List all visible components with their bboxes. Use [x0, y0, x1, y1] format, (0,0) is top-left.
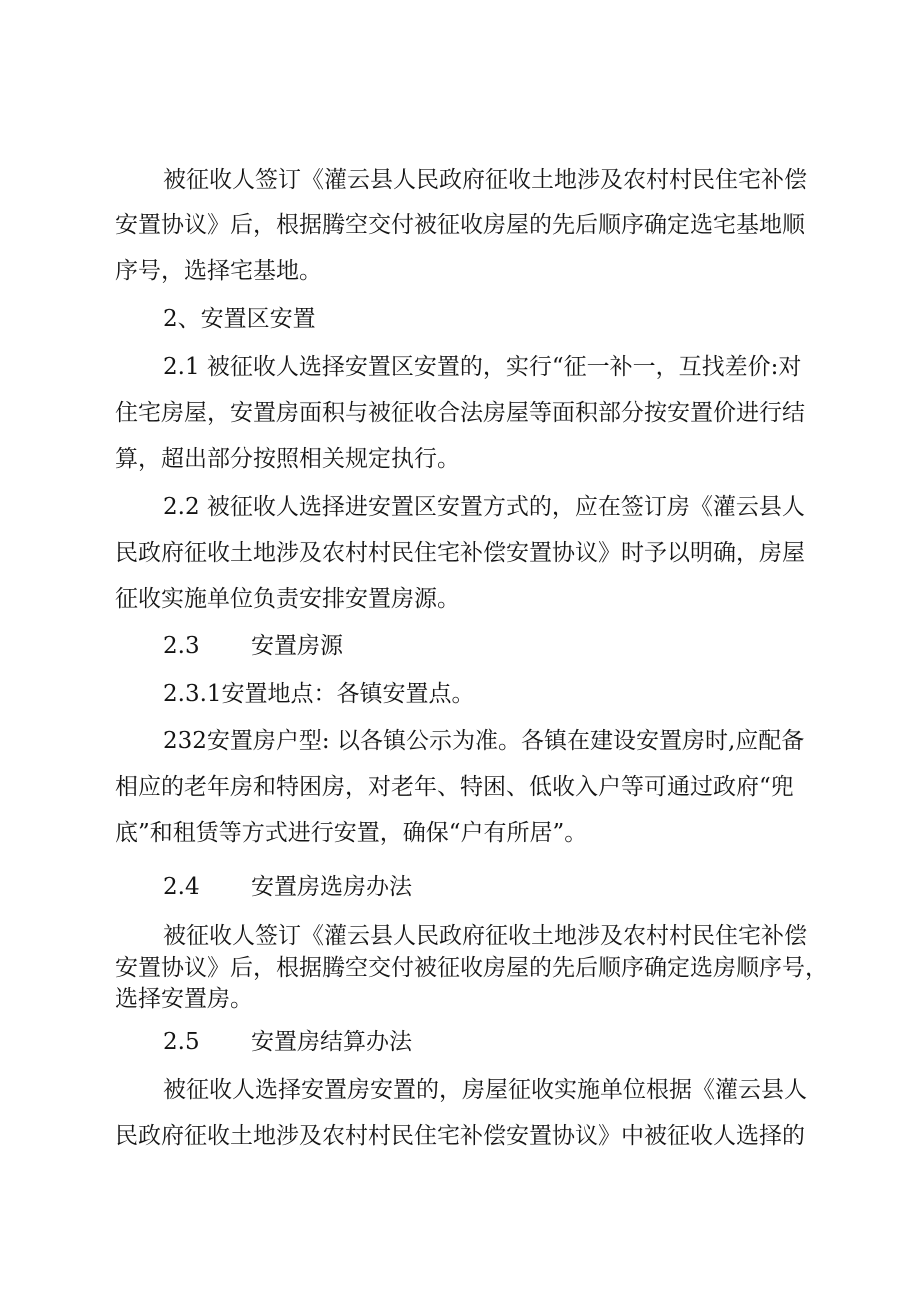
paragraph-line: 被征收人签订《灌云县人民政府征收土地涉及农村村民住宅补偿 [163, 167, 807, 193]
heading-number: 2.3 [163, 633, 200, 659]
paragraph-line: 232安置房户型: 以各镇公示为准。各镇在建设安置房时,应配备 [163, 728, 805, 754]
paragraph-line: 被征收人签订《灌云县人民政府征收土地涉及农村村民住宅补偿 [163, 923, 807, 949]
paragraph-line: 被征收人选择安置房安置的，房屋征收实施单位根据《灌云县人 [163, 1077, 807, 1103]
heading-number: 2.4 [163, 874, 200, 900]
heading-title: 安置房结算办法 [251, 1029, 412, 1055]
paragraph-line: 征收实施单位负责安排安置房源。 [115, 586, 460, 612]
heading-title: 安置房选房办法 [251, 874, 412, 900]
paragraph-line: 安置协议》后，根据腾空交付被征收房屋的先后顺序确定选宅基地顺 [115, 212, 805, 238]
paragraph-line: 住宅房屋，安置房面积与被征收合法房屋等面积部分按安置价进行结 [115, 400, 805, 426]
subsection-heading [163, 1027, 412, 1057]
paragraph-line: 算，超出部分按照相关规定执行。 [115, 446, 460, 472]
heading-number: 2.5 [163, 1029, 200, 1055]
paragraph-line: 2.1 被征收人选择安置区安置的，实行“征一补一，互找差价:对 [163, 354, 802, 380]
paragraph-line: 相应的老年房和特困房，对老年、特困、低收入户等可通过政府“兜 [115, 774, 794, 800]
subsection-heading [163, 872, 412, 902]
paragraph-line: 序号，选择宅基地。 [115, 258, 322, 284]
paragraph-line: 民政府征收土地涉及农村村民住宅补偿安置协议》时予以明确，房屋 [115, 540, 805, 566]
paragraph-line: 安置协议》后，根据腾空交付被征收房屋的先后顺序确定选房顺序号， [115, 955, 828, 981]
paragraph-line: 底”和租赁等方式进行安置，确保“户有所居”。 [115, 820, 588, 846]
section-heading: 2、安置区安置 [163, 306, 316, 332]
paragraph-line: 2.2 被征收人选择进安置区安置方式的，应在签订房《灌云县人 [163, 494, 805, 520]
heading-title: 安置房源 [251, 633, 343, 659]
subsection-heading [163, 631, 343, 661]
paragraph-line: 2.3.1安置地点：各镇安置点。 [163, 681, 475, 707]
paragraph-line: 民政府征收土地涉及农村村民住宅补偿安置协议》中被征收人选择的 [115, 1123, 805, 1149]
paragraph-line: 选择安置房。 [115, 986, 253, 1012]
